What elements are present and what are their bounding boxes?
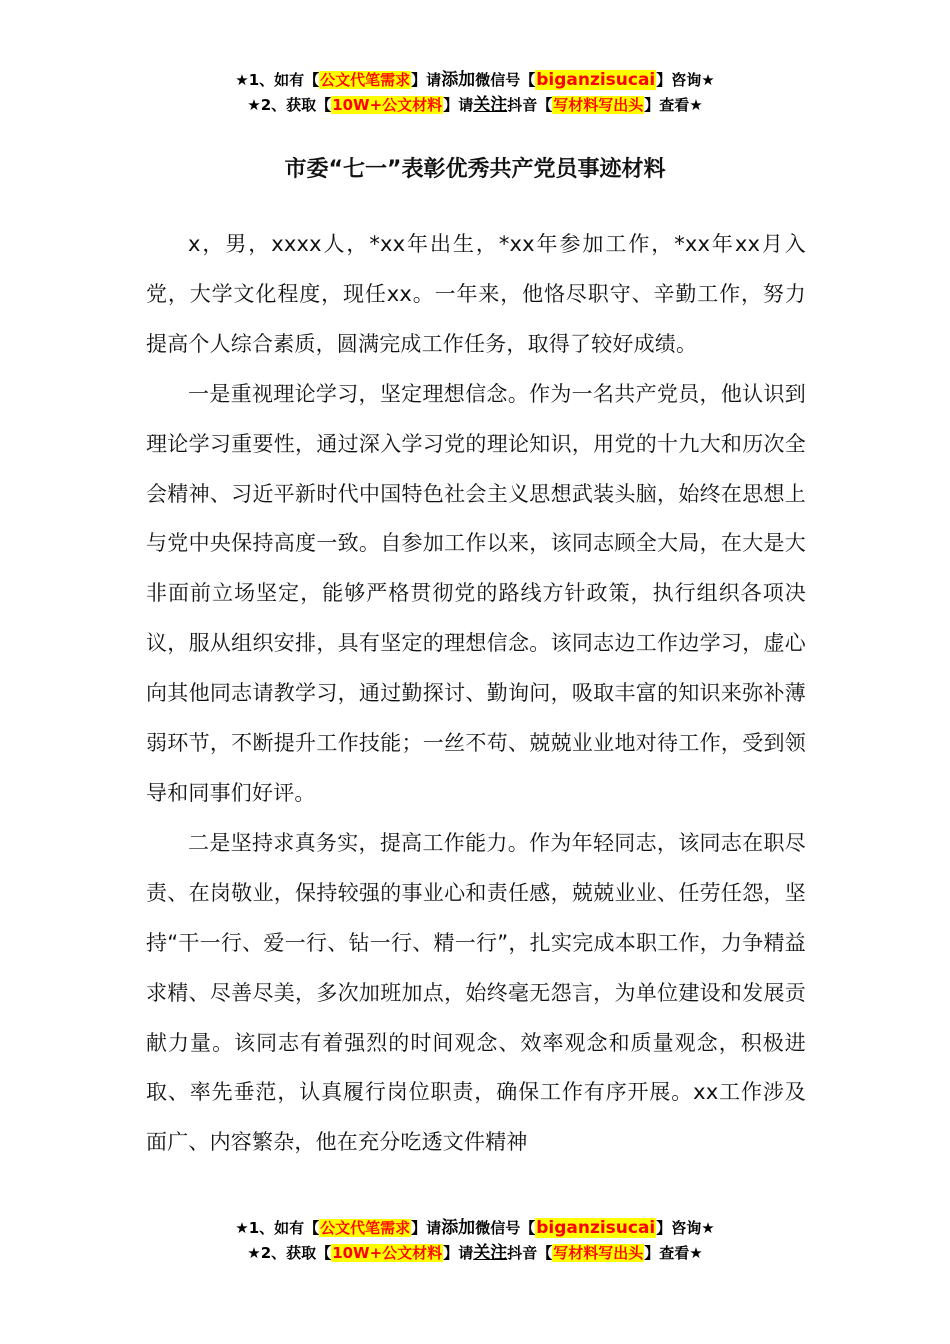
ad-highlight: 10W+公文材料 — [332, 1244, 443, 1262]
ad-emphasis: 添加 — [441, 70, 476, 90]
ad-line-1 — [0, 68, 950, 93]
ad-highlight: 10W+公文材料 — [332, 96, 443, 114]
ad-line-2 — [0, 1241, 950, 1266]
paragraph-intro: x，男，xxxx人，*xx年出生，*xx年参加工作，*xx年xx月入党，大学文化程度，现任xx。一年来，他恪尽职守、辛勤工作，努力提高个人综合素质，圆满完成工作任务，取得了较好成绩。 — [146, 232, 806, 356]
wechat-id-highlight: biganzisucai — [536, 70, 656, 90]
ad-highlight: 公文代笔需求 — [320, 1219, 411, 1237]
footer-ad-banner — [0, 1216, 950, 1266]
header-ad-banner — [0, 68, 950, 118]
ad-text: ★2、获取【 — [247, 1244, 332, 1262]
ad-text: 】咨询★ — [656, 71, 715, 89]
ad-text: ★2、获取【 — [247, 96, 332, 114]
ad-emphasis: 添加 — [441, 1218, 476, 1238]
ad-emphasis: 关注 — [473, 1243, 508, 1263]
ad-text: 抖音【 — [507, 96, 553, 114]
douyin-account-highlight: 写材料写出头 — [553, 96, 644, 114]
ad-text: 】查看★ — [644, 1244, 703, 1262]
ad-text: 微信号【 — [475, 71, 536, 89]
ad-emphasis: 关注 — [473, 95, 508, 115]
ad-text: ★1、如有【 — [235, 1219, 320, 1237]
douyin-account-highlight: 写材料写出头 — [553, 1244, 644, 1262]
ad-text: ★1、如有【 — [235, 71, 320, 89]
ad-text: 】请 — [443, 96, 474, 114]
ad-text: 】咨询★ — [656, 1219, 715, 1237]
wechat-id-highlight: biganzisucai — [536, 1218, 656, 1238]
ad-line-1 — [0, 1216, 950, 1241]
ad-text: 微信号【 — [475, 1219, 536, 1237]
document-title: 市委“七一”表彰优秀共产党员事迹材料 — [284, 157, 666, 182]
ad-highlight: 公文代笔需求 — [320, 71, 411, 89]
ad-line-2 — [0, 93, 950, 118]
document-body — [146, 220, 806, 1168]
ad-text: 】请 — [411, 71, 442, 89]
ad-text: 】请 — [443, 1244, 474, 1262]
paragraph-work-ability: 二是坚持求真务实，提高工作能力。作为年轻同志，该同志在职尽责、在岗敬业，保持较强的事业心和责任感，兢兢业业、任劳任怨，坚持“干一行、爱一行、钻一行、精一行”，扎实完成本职工作，力争精益求精、尽善尽美，多次加班加点，始终毫无怨言，为单位建设和发展贡献力量。该同志有着强烈的时间观念、效率观念和质量观念，积极进取、率先垂范，认真履行岗位职责，确保工作有序开展。xx工作涉及面广、内容繁杂，他在充分吃透文件精神 — [146, 830, 806, 1155]
ad-text: 】查看★ — [644, 96, 703, 114]
paragraph-theory-study: 一是重视理论学习，坚定理想信念。作为一名共产党员，他认识到理论学习重要性，通过深入学习党的理论知识，用党的十九大和历次全会精神、习近平新时代中国特色社会主义思想武装头脑，始终在思想上与党中央保持高度一致。自参加工作以来，该同志顾全大局，在大是大非面前立场坚定，能够严格贯彻党的路线方针政策，执行组织各项决议，服从组织安排，具有坚定的理想信念。该同志边工作边学习，虚心向其他同志请教学习，通过勤探讨、勤询问，吸取丰富的知识来弥补薄弱环节，不断提升工作技能；一丝不苟、兢兢业业地对待工作，受到领导和同事们好评。 — [146, 381, 806, 805]
ad-text: 抖音【 — [507, 1244, 553, 1262]
ad-text: 】请 — [411, 1219, 442, 1237]
